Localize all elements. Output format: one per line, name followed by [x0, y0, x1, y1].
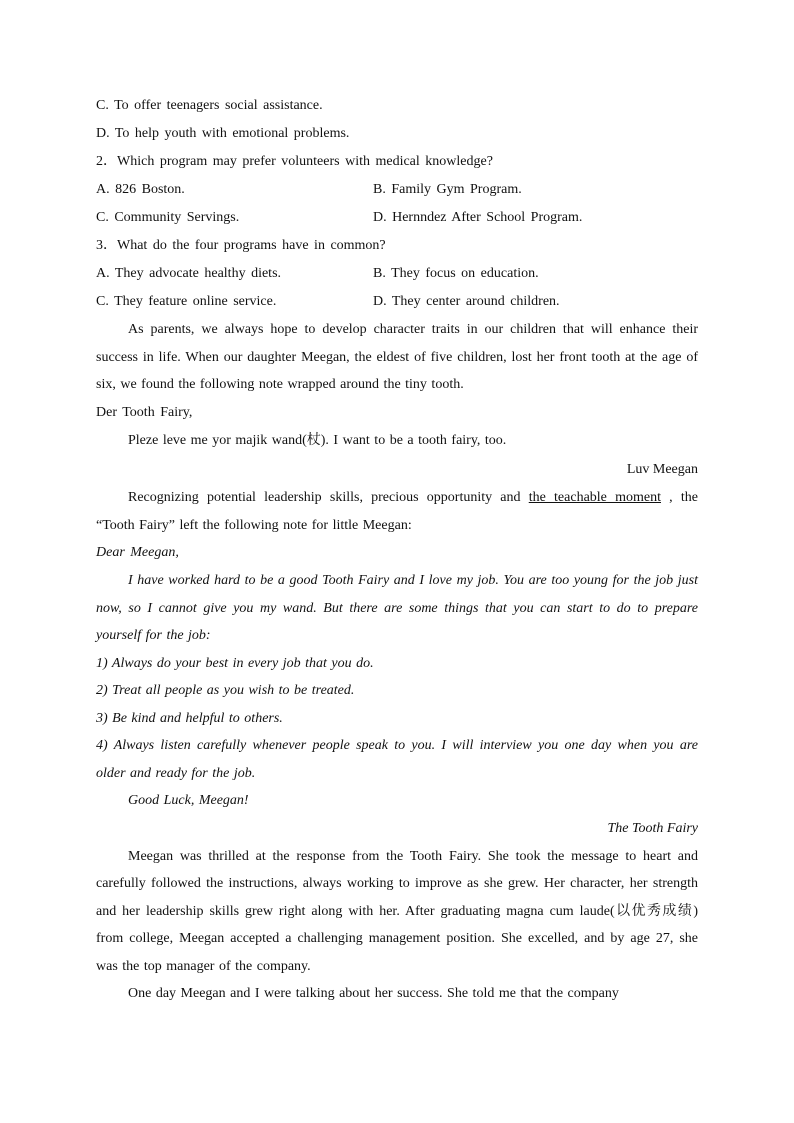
q3-option-b: B. They focus on education. [373, 266, 539, 281]
q2-option-a: A. 826 Boston. [96, 182, 185, 197]
teachable-moment-underlined: the teachable moment [528, 490, 661, 505]
fairy-note-greeting: Dear Meegan, [96, 545, 179, 560]
q2-option-b: B. Family Gym Program. [373, 182, 522, 197]
q3-stem: 3．What do the four programs have in common? [96, 238, 386, 253]
q2-option-d: D. Hernndez After School Program. [373, 210, 583, 225]
child-note-greeting: Der Tooth Fairy, [96, 404, 193, 420]
fairy-note-item: 4) Always listen carefully whenever people speak to you. I will interview you one day when you are older and ready for the job. [96, 738, 698, 781]
q3-option-c: C. They feature online service. [96, 294, 277, 309]
fairy-note-body: I have worked hard to be a good Tooth Fairy and I love my job. You are too young for the job just now, so I cannot give you my wand. But there are some things that you can start to do to prepare yourself for the job: [96, 573, 698, 643]
q2-option-c: C. Community Servings. [96, 210, 240, 225]
q3-option-d: D. They center around children. [373, 294, 560, 309]
child-note-signature: Luv Meegan [626, 462, 698, 477]
fairy-note-item: 2) Treat all people as you wish to be treated. [96, 683, 355, 698]
recognizing-text-before: Recognizing potential leadership skills, precious opportunity and [128, 490, 529, 505]
intro-paragraph: As parents, we always hope to develop character traits in our children that will enhance their success in life. When our daughter Meegan, the eldest of five children, lost her front tooth at the age of six, we found the following note wrapped around the tiny tooth. [96, 322, 698, 392]
fairy-note-item: 1) Always do your best in every job that you do. [96, 655, 374, 671]
q3-options-row-1 [96, 260, 698, 288]
q2-stem: 2．Which program may prefer volunteers with medical knowledge? [96, 154, 493, 169]
thrilled-paragraph: Meegan was thrilled at the response from the Tooth Fairy. She took the message to heart and carefully followed the instructions, always working to improve as she grew. Her character, her strength and her leadership skills grew right along with her. After graduating magna cum laude(以优秀成绩) from college, Meegan accepted a challenging management position. She excelled, and by age 27, she was the top manager of the company. [96, 848, 698, 974]
recognizing-paragraph [96, 484, 698, 539]
last-line-paragraph: One day Meegan and I were talking about her success. She told me that the company [128, 986, 619, 1001]
q3-option-a: A. They advocate healthy diets. [96, 266, 282, 281]
q1-option-c: C. To offer teenagers social assistance. [96, 98, 323, 113]
child-note-body: Pleze leve me yor majik wand(杖). I want to be a tooth fairy, too. [128, 432, 507, 448]
recognizing-text-after: , the “Tooth Fairy” left the following note for little Meegan: [96, 490, 698, 533]
q3-options-row-2 [96, 288, 698, 316]
document-page [96, 92, 698, 1008]
q2-options-row-1 [96, 176, 698, 204]
fairy-note-signature: The Tooth Fairy [607, 820, 698, 836]
fairy-note-closing: Good Luck, Meegan! [128, 793, 249, 808]
q1-option-d: D. To help youth with emotional problems. [96, 126, 350, 141]
fairy-note-item: 3) Be kind and helpful to others. [96, 710, 283, 726]
q2-options-row-2 [96, 204, 698, 232]
